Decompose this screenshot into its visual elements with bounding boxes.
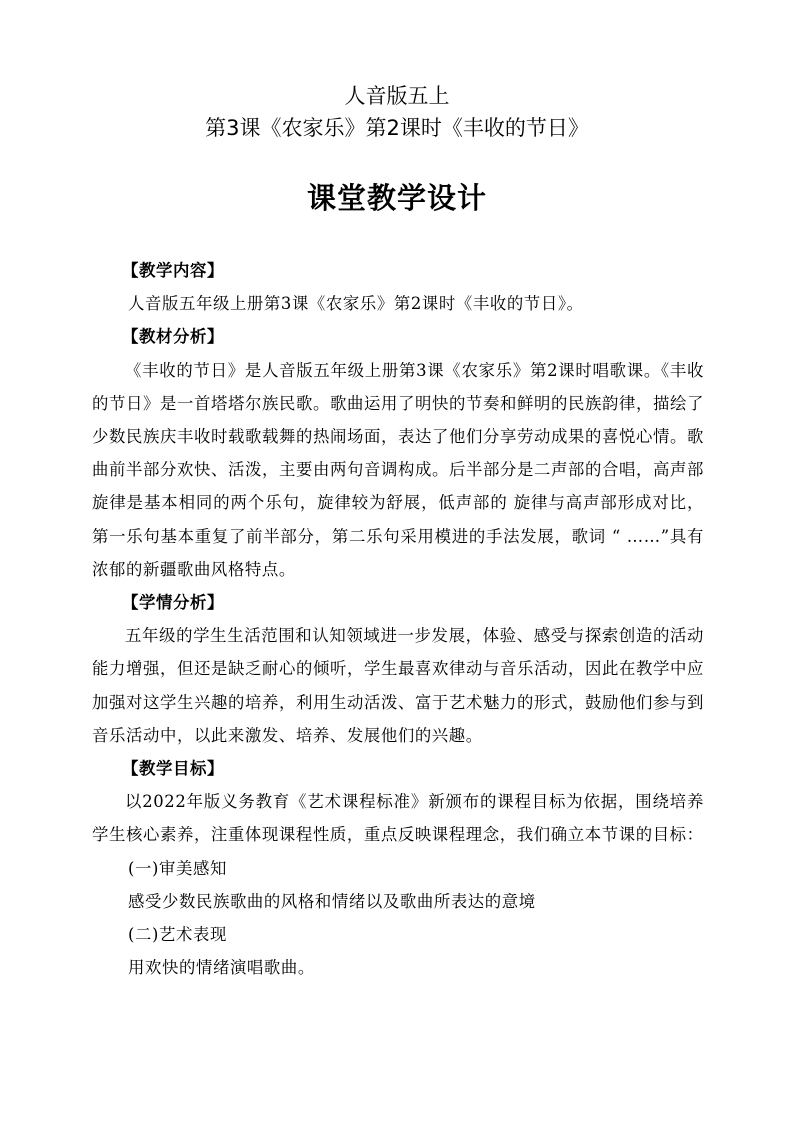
document-body	[92, 254, 704, 984]
textbook-version: 人音版五上	[344, 84, 450, 108]
section-heading-goals: 【教学目标】	[122, 759, 224, 779]
goals-intro-text: 以2022年版义务教育《艺术课程标准》新颁布的课程目标为依据，围绕培养学生核心素养，注重体现课程性质，重点反映课程理念，我们确立本节课的目标：	[92, 792, 704, 845]
goal-item-label: (二)艺术表现	[128, 925, 227, 945]
section-heading-students: 【学情分析】	[122, 593, 224, 613]
goal-item-text: 用欢快的情绪演唱歌曲。	[128, 958, 315, 978]
section-heading-content: 【教学内容】	[122, 261, 224, 280]
goal-item-text: 感受少数民族歌曲的风格和情绪以及歌曲所表达的意境	[128, 891, 536, 911]
document-title: 课堂教学设计	[306, 181, 487, 215]
goal-item-label: (一)审美感知	[128, 858, 227, 878]
lesson-title: 第3课《农家乐》第2课时《丰收的节日》	[205, 116, 589, 140]
content-text: 人音版五年级上册第3课《农家乐》第2课时《丰收的节日》。	[128, 294, 584, 314]
student-analysis-text: 五年级的学生生活范围和认知领域进一步发展，体验、感受与探索创造的活动能力增强，但还是缺乏耐心的倾听，学生最喜欢律动与音乐活动，因此在教学中应加强对这学生兴趣的培养，利用生动活泼、富于艺术魅力的形式，鼓励他们参与到音乐活动中，以此来激发、培养、发展他们的兴趣。	[92, 626, 704, 745]
section-heading-material: 【教材分析】	[122, 327, 224, 347]
material-analysis-text: 《丰收的节日》是人音版五年级上册第3课《农家乐》第2课时唱歌课。《丰收的节日》是一首塔塔尔族民歌。歌曲运用了明快的节奏和鲜明的民族韵律，描绘了少数民族庆丰收时载歌载舞的热闹场面，表达了他们分享劳动成果的喜悦心情。歌曲前半部分欢快、活泼，主要由两句音调构成。后半部分是二声部的合唱，高声部旋律是基本相同的两个乐句，旋律较为舒展，低声部的 旋律与高声部形成对比，第一乐句基本重复了前半部分，第二乐句采用模进的手法发展，歌词 “ ……”具有浓郁的新疆歌曲风格特点。	[92, 360, 704, 579]
